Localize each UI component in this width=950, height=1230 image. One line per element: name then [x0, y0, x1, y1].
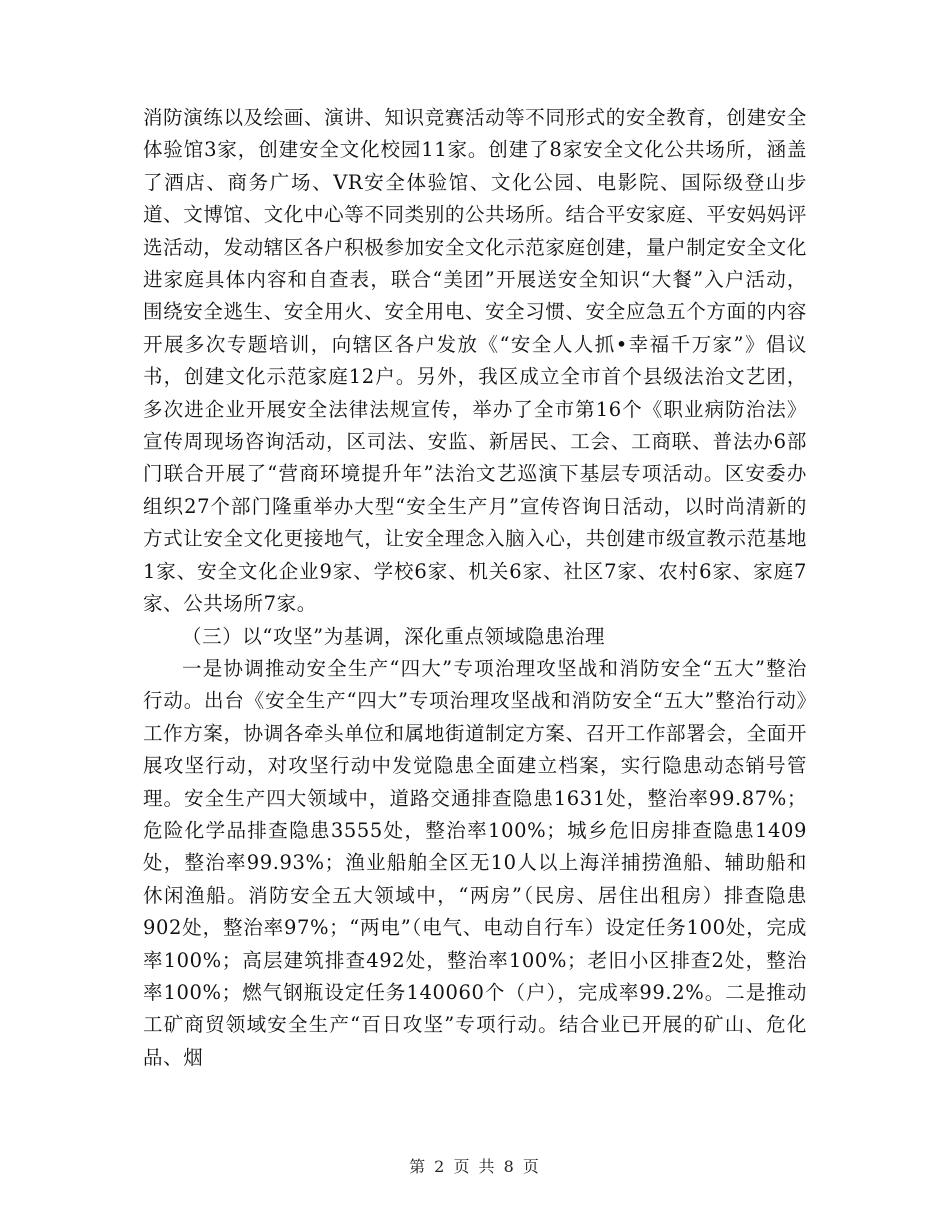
body-text	[143, 102, 807, 1074]
paragraph-2: 一是协调推动安全生产“四大”专项治理攻坚战和消防安全“五大”整治行动。出台《安全生产“四大”专项治理攻坚战和消防安全“五大”整治行动》工作方案，协调各牵头单位和属地街道制定方案、召开工作部署会，全面开展攻坚行动，对攻坚行动中发觉隐患全面建立档案，实行隐患动态销号管理。安全生产四大领域中，道路交通排查隐患1631处，整治率99.87%；危险化学品排查隐患3555处，整治率100%；城乡危旧房排查隐患1409处，整治率99.93%；渔业船舶全区无10人以上海洋捕捞渔船、辅助船和休闲渔船。消防安全五大领域中，“两房”（民房、居住出租房）排查隐患902处，整治率97%；“两电”（电气、电动自行车）设定任务100处，完成率100%；高层建筑排查492处，整治率100%；老旧小区排查2处，整治率100%；燃气钢瓶设定任务140060个（户），完成率99.2%。二是推动工矿商贸领域安全生产“百日攻坚”专项行动。结合业已开展的矿山、危化品、烟	[143, 656, 807, 1069]
section-heading: （三）以“攻坚”为基调，深化重点领域隐患治理	[182, 624, 606, 648]
paragraph-1: 消防演练以及绘画、演讲、知识竞赛活动等不同形式的安全教育，创建安全体验馆3家，创建安全文化校园11家。创建了8家安全文化公共场所，涵盖了酒店、商务广场、VR安全体验馆、文化公园、电影院、国际级登山步道、文博馆、文化中心等不同类别的公共场所。结合平安家庭、平安妈妈评选活动，发动辖区各户积极参加安全文化示范家庭创建，量户制定安全文化进家庭具体内容和自查表，联合“美团”开展送安全知识“大餐”入户活动，围绕安全逃生、安全用火、安全用电、安全习惯、安全应急五个方面的内容开展多次专题培训，向辖区各户发放《“安全人人抓•幸福千万家”》倡议书，创建文化示范家庭12户。另外，我区成立全市首个县级法治文艺团，多次进企业开展安全法律法规宣传，举办了全市第16个《职业病防治法》宣传周现场咨询活动，区司法、安监、新居民、工会、工商联、普法办6部门联合开展了“营商环境提升年”法治文艺巡演下基层专项活动。区安委办组织27个部门隆重举办大型“安全生产月”宣传咨询日活动，以时尚清新的方式让安全文化更接地气，让安全理念入脑入心，共创建市级宣教示范基地1家、安全文化企业9家、学校6家、机关6家、社区7家、农村6家、家庭7家、公共场所7家。	[143, 106, 807, 616]
page-number-footer: 第 2 页 共 8 页	[409, 1157, 541, 1176]
